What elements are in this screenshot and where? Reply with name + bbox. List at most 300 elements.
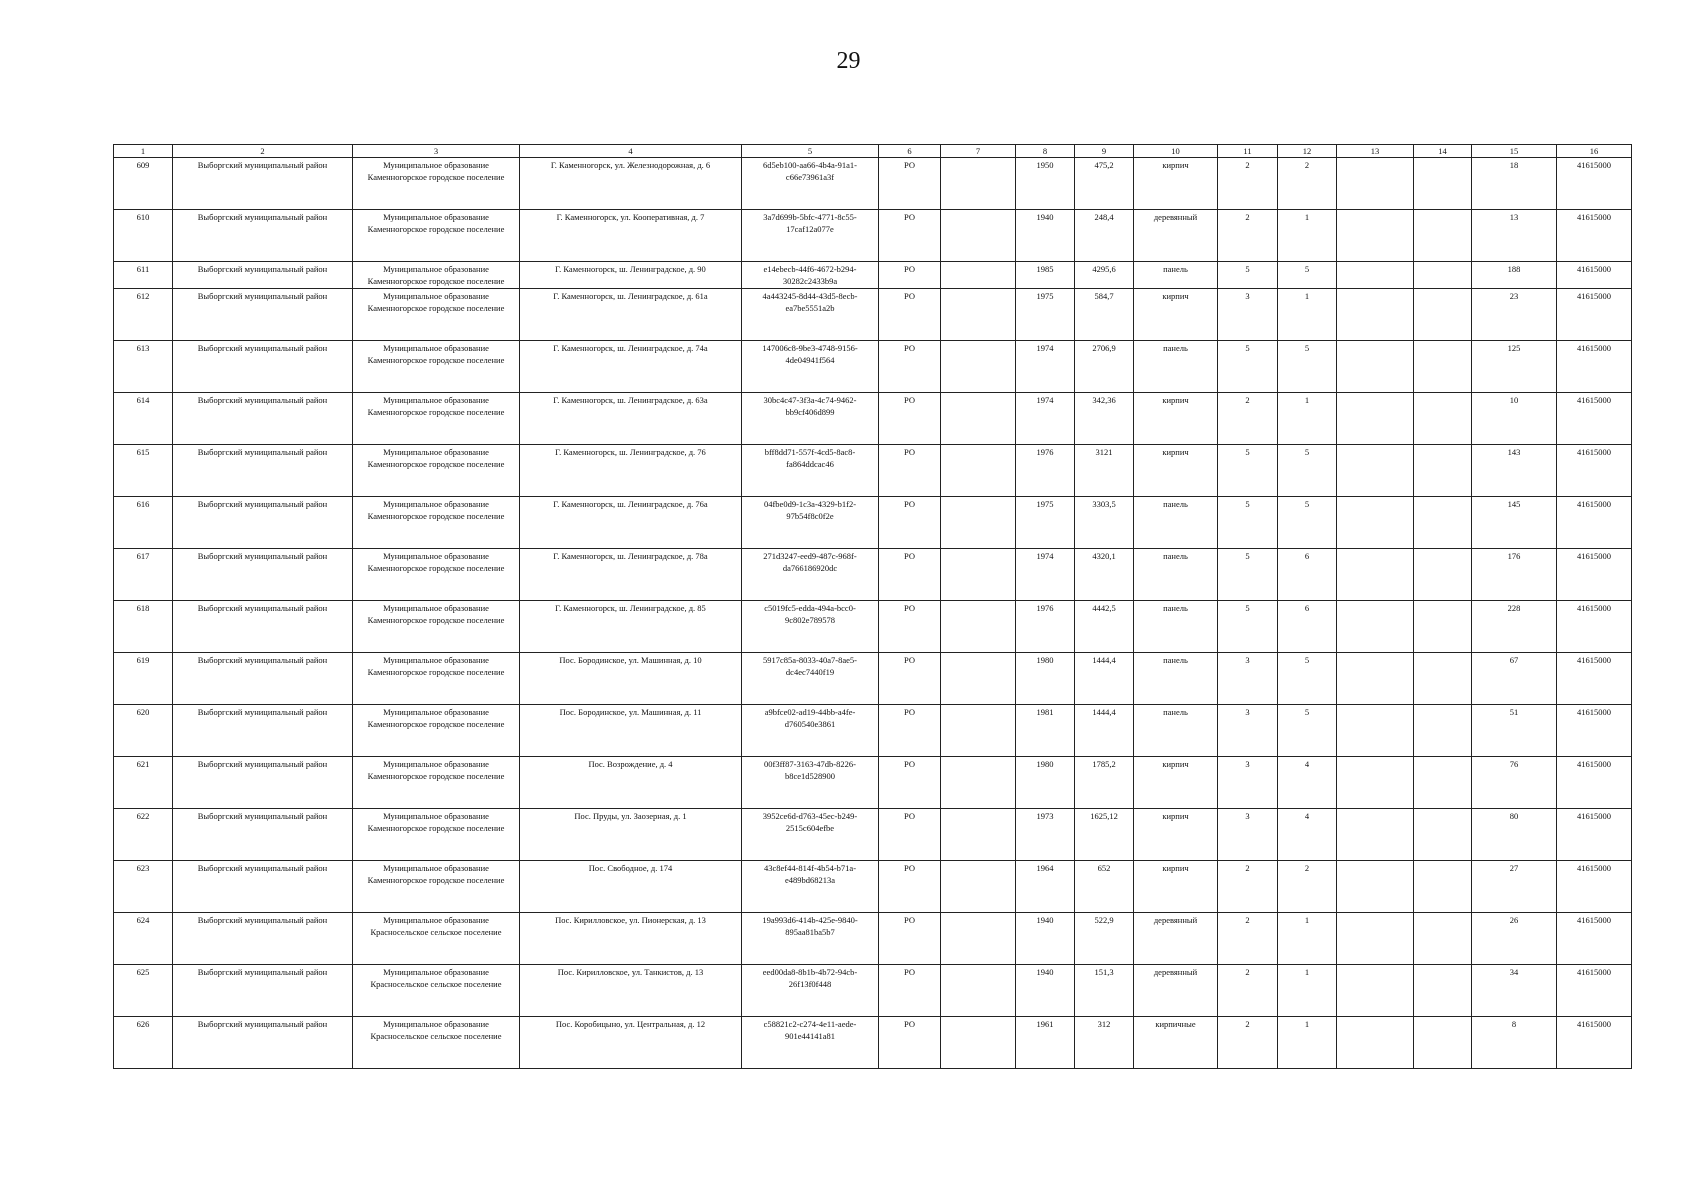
table-row xyxy=(114,1017,1632,1069)
address-cell: Г. Каменногорск, ш. Ленинградское, д. 90 xyxy=(520,262,742,289)
area-cell: 248,4 xyxy=(1075,210,1134,262)
column-13-cell xyxy=(1337,965,1414,1017)
column-14-cell xyxy=(1414,601,1472,653)
district-cell: Выборгский муниципальный район xyxy=(173,809,353,861)
column-7-cell xyxy=(941,809,1016,861)
column-14-cell xyxy=(1414,289,1472,341)
municipality-cell: Муниципальное образование Каменногорское городское поселение xyxy=(353,262,520,289)
wall-material-cell: кирпич xyxy=(1134,757,1218,809)
residents-cell: 18 xyxy=(1472,158,1557,210)
area-cell: 4295,6 xyxy=(1075,262,1134,289)
address-cell: Г. Каменногорск, ул. Железнодорожная, д. 6 xyxy=(520,158,742,210)
address-cell: Г. Каменногорск, ш. Ленинградское, д. 74а xyxy=(520,341,742,393)
area-cell: 4442,5 xyxy=(1075,601,1134,653)
district-cell: Выборгский муниципальный район xyxy=(173,913,353,965)
column-14-cell xyxy=(1414,653,1472,705)
column-13-cell xyxy=(1337,210,1414,262)
column-header: 11 xyxy=(1218,145,1278,158)
wall-material-cell: панель xyxy=(1134,705,1218,757)
house-guid-cell: 3a7d699b-5bfc-4771-8c55-17caf12a077e xyxy=(742,210,879,262)
column-7-cell xyxy=(941,445,1016,497)
table-row xyxy=(114,965,1632,1017)
category-cell: РО xyxy=(879,1017,941,1069)
municipality-cell: Муниципальное образование Каменногорское городское поселение xyxy=(353,861,520,913)
address-cell: Пос. Возрождение, д. 4 xyxy=(520,757,742,809)
table-row xyxy=(114,809,1632,861)
table-row xyxy=(114,497,1632,549)
column-13-cell xyxy=(1337,393,1414,445)
row-number: 620 xyxy=(114,705,173,757)
category-cell: РО xyxy=(879,393,941,445)
wall-material-cell: кирпич xyxy=(1134,445,1218,497)
house-guid-cell: c5019fc5-edda-494a-bcc0-9c802e789578 xyxy=(742,601,879,653)
row-number: 619 xyxy=(114,653,173,705)
column-14-cell xyxy=(1414,757,1472,809)
entrances-cell: 5 xyxy=(1278,262,1337,289)
address-cell: Г. Каменногорск, ш. Ленинградское, д. 63а xyxy=(520,393,742,445)
entrances-cell: 1 xyxy=(1278,965,1337,1017)
category-cell: РО xyxy=(879,210,941,262)
wall-material-cell: деревянный xyxy=(1134,210,1218,262)
column-7-cell xyxy=(941,653,1016,705)
address-cell: Г. Каменногорск, ш. Ленинградское, д. 85 xyxy=(520,601,742,653)
residents-cell: 80 xyxy=(1472,809,1557,861)
column-13-cell xyxy=(1337,158,1414,210)
oktmo-cell: 41615000 xyxy=(1557,158,1632,210)
entrances-cell: 5 xyxy=(1278,705,1337,757)
oktmo-cell: 41615000 xyxy=(1557,549,1632,601)
municipality-cell: Муниципальное образование Каменногорское городское поселение xyxy=(353,158,520,210)
wall-material-cell: кирпич xyxy=(1134,393,1218,445)
table-row xyxy=(114,393,1632,445)
house-guid-cell: 19a993d6-414b-425e-9840-895aa81ba5b7 xyxy=(742,913,879,965)
entrances-cell: 1 xyxy=(1278,210,1337,262)
entrances-cell: 1 xyxy=(1278,1017,1337,1069)
year-built-cell: 1981 xyxy=(1016,705,1075,757)
municipality-cell: Муниципальное образование Каменногорское городское поселение xyxy=(353,289,520,341)
area-cell: 652 xyxy=(1075,861,1134,913)
column-13-cell xyxy=(1337,341,1414,393)
floors-cell: 5 xyxy=(1218,497,1278,549)
residents-cell: 76 xyxy=(1472,757,1557,809)
column-header: 6 xyxy=(879,145,941,158)
oktmo-cell: 41615000 xyxy=(1557,341,1632,393)
table-row xyxy=(114,158,1632,210)
category-cell: РО xyxy=(879,757,941,809)
residents-cell: 26 xyxy=(1472,913,1557,965)
year-built-cell: 1973 xyxy=(1016,809,1075,861)
floors-cell: 3 xyxy=(1218,705,1278,757)
residents-cell: 23 xyxy=(1472,289,1557,341)
house-guid-cell: 6d5eb100-aa66-4b4a-91a1-c66e73961a3f xyxy=(742,158,879,210)
area-cell: 1444,4 xyxy=(1075,653,1134,705)
table-row xyxy=(114,262,1632,289)
year-built-cell: 1980 xyxy=(1016,653,1075,705)
floors-cell: 2 xyxy=(1218,158,1278,210)
residents-cell: 228 xyxy=(1472,601,1557,653)
category-cell: РО xyxy=(879,289,941,341)
year-built-cell: 1974 xyxy=(1016,393,1075,445)
municipality-cell: Муниципальное образование Красносельское сельское поселение xyxy=(353,965,520,1017)
district-cell: Выборгский муниципальный район xyxy=(173,289,353,341)
category-cell: РО xyxy=(879,861,941,913)
municipality-cell: Муниципальное образование Каменногорское городское поселение xyxy=(353,497,520,549)
entrances-cell: 5 xyxy=(1278,341,1337,393)
address-cell: Пос. Бородинское, ул. Машинная, д. 10 xyxy=(520,653,742,705)
year-built-cell: 1976 xyxy=(1016,445,1075,497)
house-guid-cell: 30bc4c47-3f3a-4c74-9462-bb9cf406d899 xyxy=(742,393,879,445)
entrances-cell: 5 xyxy=(1278,445,1337,497)
row-number: 611 xyxy=(114,262,173,289)
wall-material-cell: панель xyxy=(1134,653,1218,705)
column-13-cell xyxy=(1337,653,1414,705)
oktmo-cell: 41615000 xyxy=(1557,809,1632,861)
row-number: 612 xyxy=(114,289,173,341)
column-header: 2 xyxy=(173,145,353,158)
house-guid-cell: c58821c2-c274-4e11-aede-901e44141a81 xyxy=(742,1017,879,1069)
wall-material-cell: панель xyxy=(1134,497,1218,549)
oktmo-cell: 41615000 xyxy=(1557,1017,1632,1069)
district-cell: Выборгский муниципальный район xyxy=(173,262,353,289)
column-13-cell xyxy=(1337,1017,1414,1069)
address-cell: Пос. Бородинское, ул. Машинная, д. 11 xyxy=(520,705,742,757)
residents-cell: 8 xyxy=(1472,1017,1557,1069)
oktmo-cell: 41615000 xyxy=(1557,262,1632,289)
entrances-cell: 1 xyxy=(1278,913,1337,965)
column-7-cell xyxy=(941,549,1016,601)
column-7-cell xyxy=(941,705,1016,757)
house-guid-cell: 04fbe0d9-1c3a-4329-b1f2-97b54f8c0f2e xyxy=(742,497,879,549)
category-cell: РО xyxy=(879,601,941,653)
category-cell: РО xyxy=(879,705,941,757)
house-guid-cell: eed00da8-8b1b-4b72-94cb-26f13f0f448 xyxy=(742,965,879,1017)
district-cell: Выборгский муниципальный район xyxy=(173,757,353,809)
row-number: 609 xyxy=(114,158,173,210)
oktmo-cell: 41615000 xyxy=(1557,913,1632,965)
column-header: 3 xyxy=(353,145,520,158)
area-cell: 151,3 xyxy=(1075,965,1134,1017)
housing-registry-table xyxy=(113,144,1632,1069)
column-header: 10 xyxy=(1134,145,1218,158)
municipality-cell: Муниципальное образование Каменногорское городское поселение xyxy=(353,705,520,757)
oktmo-cell: 41615000 xyxy=(1557,289,1632,341)
column-13-cell xyxy=(1337,861,1414,913)
wall-material-cell: деревянный xyxy=(1134,965,1218,1017)
column-header: 16 xyxy=(1557,145,1632,158)
table-row xyxy=(114,861,1632,913)
residents-cell: 10 xyxy=(1472,393,1557,445)
municipality-cell: Муниципальное образование Каменногорское городское поселение xyxy=(353,445,520,497)
column-14-cell xyxy=(1414,965,1472,1017)
district-cell: Выборгский муниципальный район xyxy=(173,393,353,445)
category-cell: РО xyxy=(879,809,941,861)
area-cell: 584,7 xyxy=(1075,289,1134,341)
house-guid-cell: bff8dd71-557f-4cd5-8ac8-fa864ddcac46 xyxy=(742,445,879,497)
residents-cell: 34 xyxy=(1472,965,1557,1017)
registry-body xyxy=(114,158,1632,1069)
column-7-cell xyxy=(941,861,1016,913)
entrances-cell: 2 xyxy=(1278,158,1337,210)
floors-cell: 2 xyxy=(1218,913,1278,965)
column-7-cell xyxy=(941,210,1016,262)
entrances-cell: 6 xyxy=(1278,601,1337,653)
row-number: 614 xyxy=(114,393,173,445)
category-cell: РО xyxy=(879,341,941,393)
column-number-header-row xyxy=(114,145,1632,158)
oktmo-cell: 41615000 xyxy=(1557,965,1632,1017)
district-cell: Выборгский муниципальный район xyxy=(173,497,353,549)
row-number: 617 xyxy=(114,549,173,601)
floors-cell: 5 xyxy=(1218,601,1278,653)
column-14-cell xyxy=(1414,809,1472,861)
address-cell: Пос. Кирилловское, ул. Танкистов, д. 13 xyxy=(520,965,742,1017)
column-14-cell xyxy=(1414,445,1472,497)
area-cell: 1625,12 xyxy=(1075,809,1134,861)
category-cell: РО xyxy=(879,549,941,601)
oktmo-cell: 41615000 xyxy=(1557,653,1632,705)
municipality-cell: Муниципальное образование Каменногорское городское поселение xyxy=(353,809,520,861)
wall-material-cell: кирпичные xyxy=(1134,1017,1218,1069)
district-cell: Выборгский муниципальный район xyxy=(173,601,353,653)
address-cell: Пос. Кирилловское, ул. Пионерская, д. 13 xyxy=(520,913,742,965)
wall-material-cell: панель xyxy=(1134,549,1218,601)
column-7-cell xyxy=(941,289,1016,341)
column-header: 15 xyxy=(1472,145,1557,158)
column-13-cell xyxy=(1337,705,1414,757)
row-number: 624 xyxy=(114,913,173,965)
municipality-cell: Муниципальное образование Каменногорское городское поселение xyxy=(353,341,520,393)
column-7-cell xyxy=(941,393,1016,445)
page-number: 29 xyxy=(836,48,861,74)
row-number: 615 xyxy=(114,445,173,497)
address-cell: Пос. Коробицыно, ул. Центральная, д. 12 xyxy=(520,1017,742,1069)
floors-cell: 5 xyxy=(1218,549,1278,601)
municipality-cell: Муниципальное образование Каменногорское городское поселение xyxy=(353,393,520,445)
entrances-cell: 2 xyxy=(1278,861,1337,913)
wall-material-cell: кирпич xyxy=(1134,861,1218,913)
column-14-cell xyxy=(1414,913,1472,965)
column-14-cell xyxy=(1414,861,1472,913)
table-row xyxy=(114,757,1632,809)
row-number: 616 xyxy=(114,497,173,549)
municipality-cell: Муниципальное образование Каменногорское городское поселение xyxy=(353,653,520,705)
column-7-cell xyxy=(941,757,1016,809)
area-cell: 342,36 xyxy=(1075,393,1134,445)
column-header: 14 xyxy=(1414,145,1472,158)
house-guid-cell: 43c8ef44-814f-4b54-b71a-e489bd68213a xyxy=(742,861,879,913)
house-guid-cell: 271d3247-eed9-487c-968f-da766186920dc xyxy=(742,549,879,601)
row-number: 625 xyxy=(114,965,173,1017)
oktmo-cell: 41615000 xyxy=(1557,210,1632,262)
column-14-cell xyxy=(1414,341,1472,393)
house-guid-cell: 3952ce6d-d763-45ec-b249-2515c604efbe xyxy=(742,809,879,861)
year-built-cell: 1950 xyxy=(1016,158,1075,210)
column-header: 4 xyxy=(520,145,742,158)
house-guid-cell: 147006c8-9be3-4748-9156-4de04941f564 xyxy=(742,341,879,393)
floors-cell: 3 xyxy=(1218,757,1278,809)
column-header: 12 xyxy=(1278,145,1337,158)
column-7-cell xyxy=(941,262,1016,289)
area-cell: 522,9 xyxy=(1075,913,1134,965)
column-13-cell xyxy=(1337,601,1414,653)
table-row xyxy=(114,289,1632,341)
residents-cell: 145 xyxy=(1472,497,1557,549)
category-cell: РО xyxy=(879,965,941,1017)
category-cell: РО xyxy=(879,445,941,497)
column-7-cell xyxy=(941,965,1016,1017)
residents-cell: 13 xyxy=(1472,210,1557,262)
residents-cell: 67 xyxy=(1472,653,1557,705)
oktmo-cell: 41615000 xyxy=(1557,497,1632,549)
column-13-cell xyxy=(1337,445,1414,497)
table-row xyxy=(114,445,1632,497)
column-header: 5 xyxy=(742,145,879,158)
residents-cell: 51 xyxy=(1472,705,1557,757)
column-header: 13 xyxy=(1337,145,1414,158)
column-14-cell xyxy=(1414,549,1472,601)
column-7-cell xyxy=(941,1017,1016,1069)
district-cell: Выборгский муниципальный район xyxy=(173,210,353,262)
residents-cell: 143 xyxy=(1472,445,1557,497)
entrances-cell: 5 xyxy=(1278,653,1337,705)
floors-cell: 5 xyxy=(1218,445,1278,497)
address-cell: Г. Каменногорск, ул. Кооперативная, д. 7 xyxy=(520,210,742,262)
table-row xyxy=(114,653,1632,705)
row-number: 618 xyxy=(114,601,173,653)
row-number: 623 xyxy=(114,861,173,913)
district-cell: Выборгский муниципальный район xyxy=(173,965,353,1017)
house-guid-cell: a9bfce02-ad19-44bb-a4fe-d760540e3861 xyxy=(742,705,879,757)
year-built-cell: 1961 xyxy=(1016,1017,1075,1069)
year-built-cell: 1940 xyxy=(1016,965,1075,1017)
entrances-cell: 4 xyxy=(1278,757,1337,809)
address-cell: Пос. Пруды, ул. Заозерная, д. 1 xyxy=(520,809,742,861)
row-number: 610 xyxy=(114,210,173,262)
district-cell: Выборгский муниципальный район xyxy=(173,341,353,393)
category-cell: РО xyxy=(879,262,941,289)
area-cell: 1444,4 xyxy=(1075,705,1134,757)
column-13-cell xyxy=(1337,757,1414,809)
year-built-cell: 1985 xyxy=(1016,262,1075,289)
oktmo-cell: 41615000 xyxy=(1557,705,1632,757)
row-number: 621 xyxy=(114,757,173,809)
column-13-cell xyxy=(1337,289,1414,341)
floors-cell: 3 xyxy=(1218,809,1278,861)
oktmo-cell: 41615000 xyxy=(1557,601,1632,653)
residents-cell: 188 xyxy=(1472,262,1557,289)
column-14-cell xyxy=(1414,158,1472,210)
area-cell: 3303,5 xyxy=(1075,497,1134,549)
address-cell: Г. Каменногорск, ш. Ленинградское, д. 61а xyxy=(520,289,742,341)
district-cell: Выборгский муниципальный район xyxy=(173,158,353,210)
category-cell: РО xyxy=(879,158,941,210)
table-row xyxy=(114,341,1632,393)
wall-material-cell: панель xyxy=(1134,341,1218,393)
row-number: 622 xyxy=(114,809,173,861)
table-row xyxy=(114,549,1632,601)
municipality-cell: Муниципальное образование Красносельское сельское поселение xyxy=(353,913,520,965)
wall-material-cell: кирпич xyxy=(1134,289,1218,341)
address-cell: Пос. Свободное, д. 174 xyxy=(520,861,742,913)
oktmo-cell: 41615000 xyxy=(1557,757,1632,809)
category-cell: РО xyxy=(879,497,941,549)
house-guid-cell: 4a443245-8d44-43d5-8ecb-ea7be5551a2b xyxy=(742,289,879,341)
floors-cell: 5 xyxy=(1218,262,1278,289)
column-13-cell xyxy=(1337,549,1414,601)
wall-material-cell: панель xyxy=(1134,262,1218,289)
row-number: 613 xyxy=(114,341,173,393)
column-header: 8 xyxy=(1016,145,1075,158)
table-row xyxy=(114,913,1632,965)
district-cell: Выборгский муниципальный район xyxy=(173,445,353,497)
year-built-cell: 1975 xyxy=(1016,289,1075,341)
column-14-cell xyxy=(1414,393,1472,445)
year-built-cell: 1940 xyxy=(1016,913,1075,965)
column-14-cell xyxy=(1414,1017,1472,1069)
oktmo-cell: 41615000 xyxy=(1557,445,1632,497)
year-built-cell: 1975 xyxy=(1016,497,1075,549)
entrances-cell: 5 xyxy=(1278,497,1337,549)
floors-cell: 3 xyxy=(1218,653,1278,705)
floors-cell: 2 xyxy=(1218,210,1278,262)
column-13-cell xyxy=(1337,262,1414,289)
floors-cell: 2 xyxy=(1218,393,1278,445)
municipality-cell: Муниципальное образование Каменногорское городское поселение xyxy=(353,757,520,809)
column-14-cell xyxy=(1414,705,1472,757)
column-7-cell xyxy=(941,913,1016,965)
column-13-cell xyxy=(1337,497,1414,549)
district-cell: Выборгский муниципальный район xyxy=(173,549,353,601)
column-header: 1 xyxy=(114,145,173,158)
address-cell: Г. Каменногорск, ш. Ленинградское, д. 78а xyxy=(520,549,742,601)
category-cell: РО xyxy=(879,913,941,965)
floors-cell: 5 xyxy=(1218,341,1278,393)
floors-cell: 2 xyxy=(1218,965,1278,1017)
oktmo-cell: 41615000 xyxy=(1557,861,1632,913)
municipality-cell: Муниципальное образование Каменногорское городское поселение xyxy=(353,601,520,653)
year-built-cell: 1974 xyxy=(1016,549,1075,601)
district-cell: Выборгский муниципальный район xyxy=(173,653,353,705)
column-13-cell xyxy=(1337,913,1414,965)
column-header: 9 xyxy=(1075,145,1134,158)
house-guid-cell: e14ebecb-44f6-4672-b294-30282c2433b9a xyxy=(742,262,879,289)
residents-cell: 176 xyxy=(1472,549,1557,601)
area-cell: 1785,2 xyxy=(1075,757,1134,809)
wall-material-cell: кирпич xyxy=(1134,158,1218,210)
year-built-cell: 1974 xyxy=(1016,341,1075,393)
area-cell: 312 xyxy=(1075,1017,1134,1069)
house-guid-cell: 5917c85a-8033-40a7-8ae5-dc4ec7440f19 xyxy=(742,653,879,705)
column-14-cell xyxy=(1414,262,1472,289)
entrances-cell: 1 xyxy=(1278,289,1337,341)
oktmo-cell: 41615000 xyxy=(1557,393,1632,445)
area-cell: 475,2 xyxy=(1075,158,1134,210)
column-header: 7 xyxy=(941,145,1016,158)
column-7-cell xyxy=(941,497,1016,549)
municipality-cell: Муниципальное образование Каменногорское городское поселение xyxy=(353,210,520,262)
area-cell: 3121 xyxy=(1075,445,1134,497)
table-row xyxy=(114,705,1632,757)
floors-cell: 2 xyxy=(1218,861,1278,913)
column-13-cell xyxy=(1337,809,1414,861)
entrances-cell: 6 xyxy=(1278,549,1337,601)
entrances-cell: 1 xyxy=(1278,393,1337,445)
residents-cell: 125 xyxy=(1472,341,1557,393)
district-cell: Выборгский муниципальный район xyxy=(173,1017,353,1069)
address-cell: Г. Каменногорск, ш. Ленинградское, д. 76 xyxy=(520,445,742,497)
district-cell: Выборгский муниципальный район xyxy=(173,705,353,757)
year-built-cell: 1964 xyxy=(1016,861,1075,913)
